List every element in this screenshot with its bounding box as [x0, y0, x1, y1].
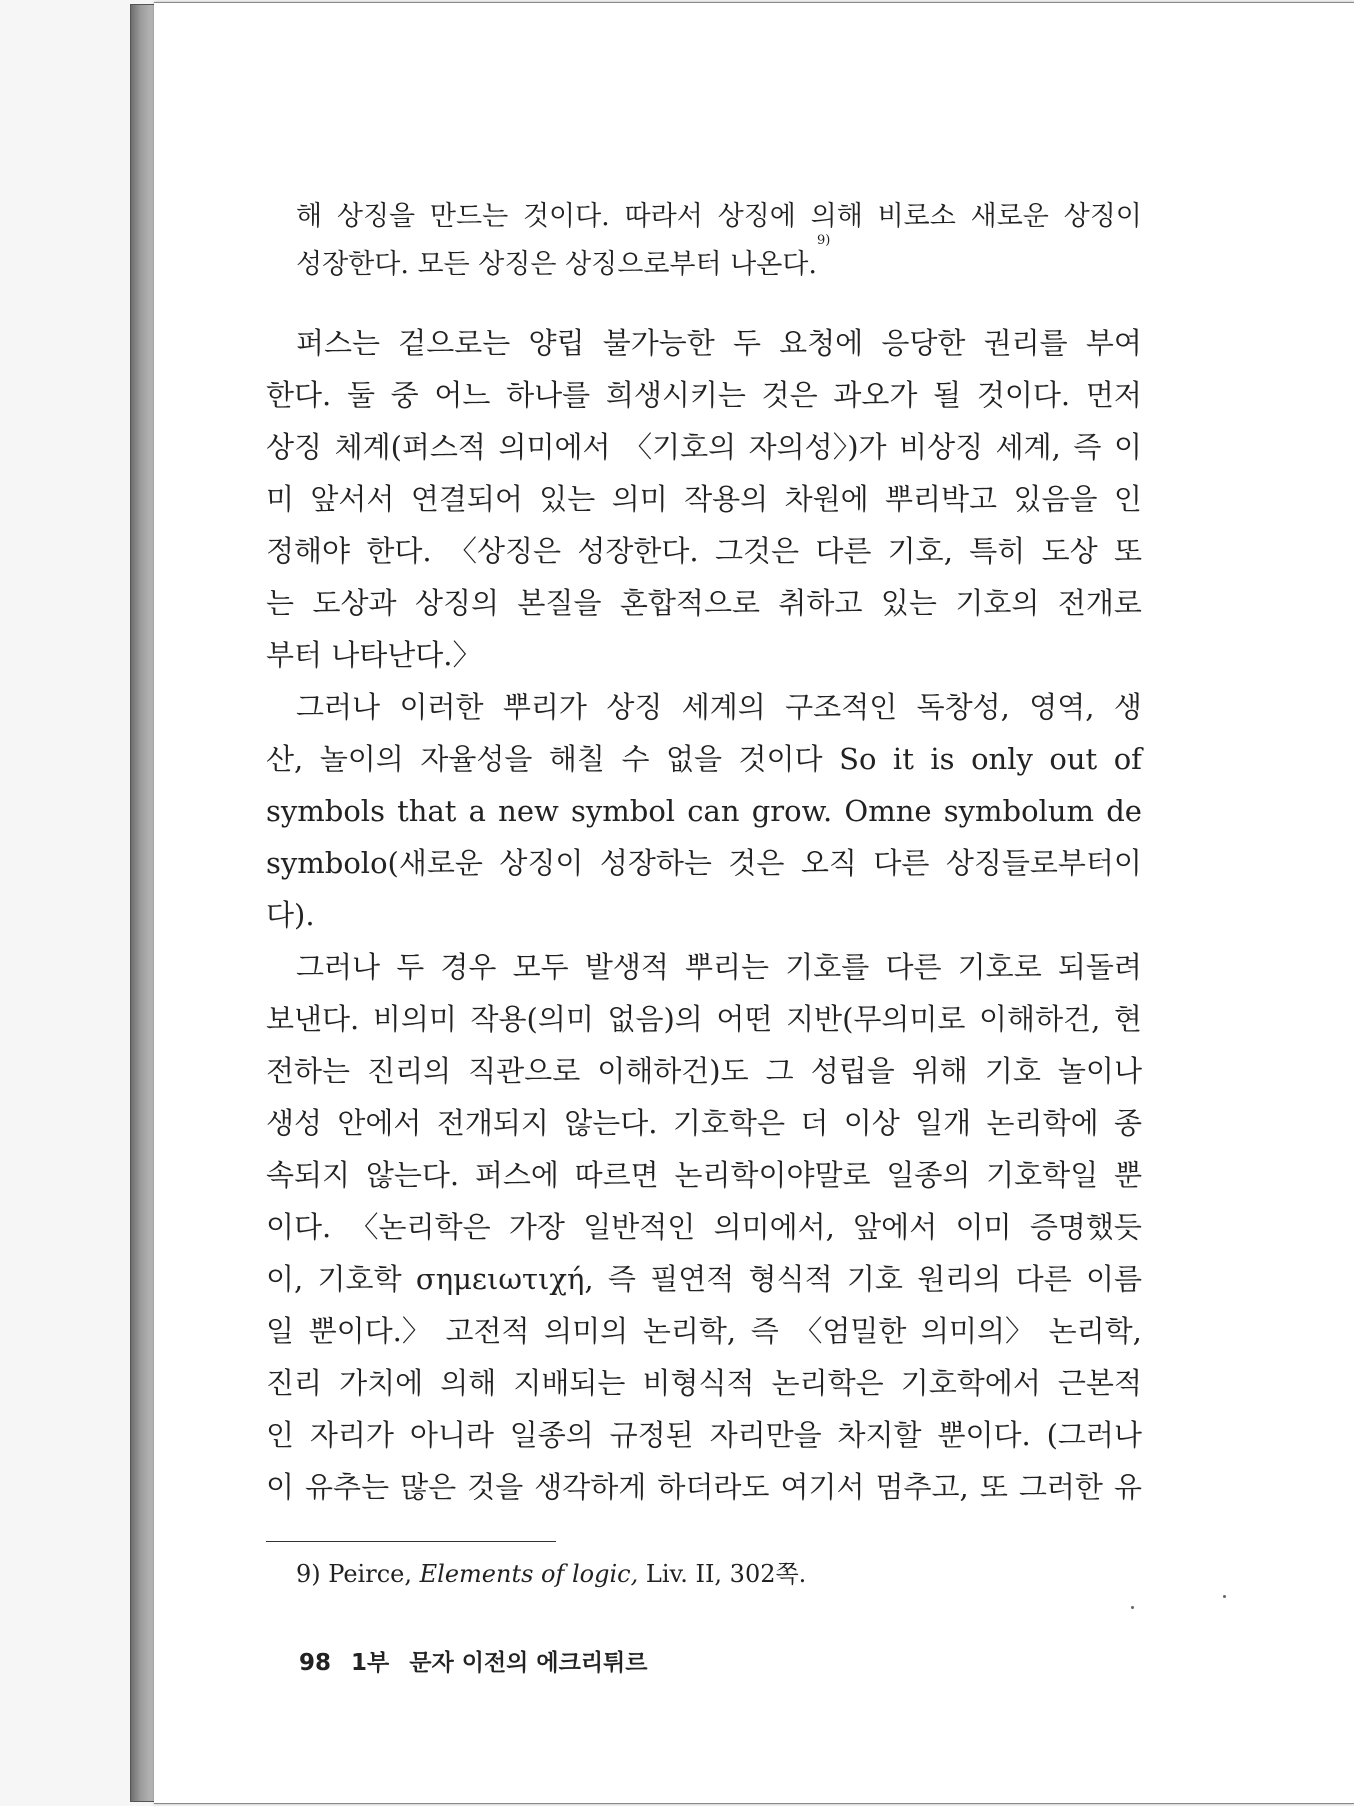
word: 인 [1113, 482, 1142, 516]
word: 고전적 [445, 1314, 530, 1348]
word: 세계, [995, 430, 1061, 464]
body-line [266, 1253, 1142, 1305]
word: 즉 [750, 1314, 779, 1348]
word: symbol [571, 794, 676, 828]
word: 놀이의 [319, 742, 404, 776]
word: 도상과 [312, 586, 397, 620]
word: only [971, 742, 1033, 776]
footnote-divider [266, 1541, 556, 1542]
paragraph-1 [266, 317, 1142, 681]
word: 것이다. [522, 201, 610, 232]
word: 그 [765, 1054, 794, 1088]
part-label: 1부 [351, 1650, 390, 1676]
word: 만드는 [429, 201, 509, 232]
footnote-rest: Liv. II, 302쪽. [645, 1560, 807, 1588]
word: 이 [1113, 430, 1142, 464]
word: 비상징 [899, 430, 984, 464]
word: 지반(무의미로 [786, 1002, 966, 1036]
body-line [266, 317, 1142, 369]
word: 뿐이다.〉 [308, 1314, 431, 1348]
word: 유추는 [305, 1470, 390, 1504]
page-number: 98 [299, 1650, 332, 1676]
body-line [266, 1201, 1142, 1253]
word: symbolo(새로운 [266, 846, 483, 880]
word: 상징을 [336, 201, 416, 232]
word: 뿌리는 [685, 950, 770, 984]
word: 산, [266, 742, 304, 776]
word: 의해 [810, 201, 863, 232]
word: Omne [844, 794, 932, 828]
word: 세계의 [681, 690, 766, 724]
word: 앞에서 [853, 1210, 938, 1244]
word: 앞서서 [310, 482, 395, 516]
word: 더 [800, 1106, 829, 1140]
word: 이해하건)도 [597, 1054, 749, 1088]
word: 상징 [266, 430, 323, 464]
word: 기호학에서 [900, 1366, 1041, 1400]
word: 다른 [873, 846, 930, 880]
word: 미 [266, 482, 295, 516]
word: 않는다. [564, 1106, 658, 1140]
word: 두 [396, 950, 425, 984]
body-line [266, 1045, 1142, 1097]
body-line [266, 1461, 1142, 1513]
word: 유 [1113, 1470, 1142, 1504]
word: symbols [266, 794, 385, 828]
word: 연결되어 [410, 482, 523, 516]
word: (그러나 [1046, 1418, 1142, 1452]
word: 이, [266, 1262, 304, 1296]
word: 있는 [880, 586, 937, 620]
word: 이다. [266, 1210, 332, 1244]
word: 이상 [843, 1106, 900, 1140]
word: 그러나 [296, 950, 381, 984]
word: 이 [266, 1470, 295, 1504]
word: 논리학이야말로 [674, 1158, 871, 1192]
word: 논리학은 [771, 1366, 884, 1400]
word: 중 [390, 378, 419, 412]
word: 해칠 [548, 742, 605, 776]
word: 아니라 [409, 1418, 494, 1452]
word: 될 [933, 378, 962, 412]
word: 취하고 [778, 586, 863, 620]
word: 되돌려 [1057, 950, 1142, 984]
word: 따라서 [624, 201, 703, 232]
body-line [266, 681, 1142, 733]
word: 기호학은 [672, 1106, 785, 1140]
word: 그러한 [1018, 1470, 1103, 1504]
word: 〈상징은 [447, 534, 561, 568]
word: 여기서 [780, 1470, 865, 1504]
word: 뿐 [1113, 1158, 1142, 1192]
word: 상징들로부터이 [945, 846, 1142, 880]
word: 상징 [606, 690, 663, 724]
word: 자율성을 [420, 742, 533, 776]
word: 기호의 [955, 586, 1040, 620]
word: 생 [1113, 690, 1142, 724]
word: 자의성〉)가 [748, 430, 887, 464]
footnote-title: Elements of logic, [419, 1560, 639, 1588]
word: 인 [266, 1418, 295, 1452]
word: 뿌리가 [502, 690, 587, 724]
word: 기호 [846, 1262, 903, 1296]
word: is [930, 742, 955, 776]
word: 퍼스는 [296, 326, 381, 360]
word: 다른 [815, 534, 872, 568]
word: 가장 [508, 1210, 565, 1244]
quote-line [266, 193, 1142, 241]
word: 의미의 [544, 1314, 629, 1348]
word: it [892, 742, 914, 776]
body-line [266, 1357, 1142, 1409]
word: 의미에서 [498, 430, 611, 464]
word: 성립을 [810, 1054, 895, 1088]
word: 하나를 [506, 378, 591, 412]
word: 논리학에 [986, 1106, 1099, 1140]
body-line [266, 785, 1142, 837]
word: 해 [296, 201, 323, 232]
word: 진리의 [367, 1054, 452, 1088]
paragraph-3 [266, 941, 1142, 1513]
word: 요청에 [779, 326, 864, 360]
footnote-author: Peirce, [328, 1560, 412, 1588]
word: 어떤 [716, 1002, 773, 1036]
word: can [687, 794, 740, 828]
part-title: 문자 이전의 에크리튀르 [409, 1650, 648, 1676]
footnote-number: 9) [296, 1560, 321, 1588]
word: 필연적 [650, 1262, 735, 1296]
word: 성장한다. [577, 534, 699, 568]
body-line [266, 1097, 1142, 1149]
word: 이미 [955, 1210, 1012, 1244]
word: 정해야 [266, 534, 351, 568]
word: 안에서 [337, 1106, 422, 1140]
word: 것을 [467, 1470, 524, 1504]
body-line [266, 733, 1142, 785]
word: 진리 [266, 1366, 323, 1400]
word: 생성 [266, 1106, 323, 1140]
word: new [498, 794, 559, 828]
word: 구조적인 [785, 690, 898, 724]
word: 비형식적 [642, 1366, 755, 1400]
word: 기호로 [957, 950, 1042, 984]
word: de [1106, 794, 1142, 828]
word: of [1113, 742, 1142, 776]
word: 뿐이다. [937, 1418, 1031, 1452]
body-line [266, 1149, 1142, 1201]
word: 지배되는 [513, 1366, 626, 1400]
word: 상징이 [1063, 201, 1142, 232]
word: 경우 [440, 950, 497, 984]
word: So [839, 742, 877, 776]
word: 생각하게 [534, 1470, 647, 1504]
body-line [266, 993, 1142, 1045]
book-page [154, 2, 1354, 1804]
body-line [266, 1305, 1142, 1357]
word: 놀이나 [1057, 1054, 1142, 1088]
word: 작용(의미 [470, 1002, 594, 1036]
body-line [266, 941, 1142, 993]
footnote-ref: 9) [816, 233, 831, 248]
word: 발생적 [584, 950, 669, 984]
word: 전개되지 [436, 1106, 549, 1140]
word: 그러나 [296, 690, 381, 724]
word: 퍼스에 [474, 1158, 559, 1192]
word: 체계(퍼스적 [334, 430, 486, 464]
word: 것은 [761, 378, 818, 412]
word: 의미의〉 [920, 1314, 1035, 1348]
word: 두 [732, 326, 761, 360]
word: 보낸다. [266, 1002, 360, 1036]
word: 비의미 [372, 1002, 457, 1036]
word: 따르면 [574, 1158, 659, 1192]
word: 직관으로 [468, 1054, 581, 1088]
word: 응당한 [881, 326, 966, 360]
body-line [266, 525, 1142, 577]
word: 기호 [984, 1054, 1041, 1088]
word: 전개로 [1057, 586, 1142, 620]
word: 오직 [800, 846, 857, 880]
word: 영역, [1029, 690, 1095, 724]
word: 한다. [366, 534, 432, 568]
word: 속되지 [266, 1158, 351, 1192]
word: 논리학, [1048, 1314, 1142, 1348]
word: 혼합적으로 [619, 586, 760, 620]
word: 위해 [911, 1054, 968, 1088]
word: 독창성, [916, 690, 1010, 724]
page-content [266, 193, 1142, 1596]
quote-line-text: 성장한다. 모든 상징은 상징으로부터 나온다. [296, 249, 817, 280]
word: 즉 [607, 1262, 636, 1296]
word: 다른 [885, 950, 942, 984]
word: 둘 [346, 378, 375, 412]
word: 없음)의 [607, 1002, 703, 1036]
word: 차지할 [837, 1418, 922, 1452]
footnote [266, 1552, 1142, 1596]
body-line [266, 473, 1142, 525]
word: 도상 [1041, 534, 1098, 568]
word: 차원에 [784, 482, 869, 516]
word: 일 [266, 1314, 295, 1348]
word: 기호, [887, 534, 953, 568]
word: 희생시키는 [605, 378, 746, 412]
word: 모두 [512, 950, 569, 984]
word: 〈엄밀한 [793, 1314, 907, 1348]
word: 본질을 [517, 586, 602, 620]
word: 또 [1113, 534, 1142, 568]
word: 겉으로는 [398, 326, 511, 360]
word: 멈추고, [875, 1470, 969, 1504]
word: 규정된 [609, 1418, 694, 1452]
word: 뿌리박고 [885, 482, 998, 516]
word: 가치에 [339, 1366, 424, 1400]
word: 전하는 [266, 1054, 351, 1088]
running-footer [299, 1643, 659, 1683]
word: 않는다. [365, 1158, 460, 1192]
word: 논리학, [642, 1314, 737, 1348]
word: 비로소 [877, 201, 956, 232]
word: 것이다. [976, 378, 1071, 412]
block-quote [266, 193, 1142, 289]
word: 것은 [728, 846, 785, 880]
word: 작용의 [684, 482, 769, 516]
word: 기호학 [317, 1262, 402, 1296]
word: 이름 [1085, 1262, 1142, 1296]
word: 또 [979, 1470, 1008, 1504]
body-line [266, 837, 1142, 889]
word: 불가능한 [602, 326, 715, 360]
word: 의미에서, [713, 1210, 835, 1244]
word: 상징의 [414, 586, 499, 620]
word: 한다. [266, 378, 332, 412]
paragraph-2 [266, 681, 1142, 941]
body-line: 부터 나타난다.〉 [266, 638, 482, 672]
word: 이러한 [399, 690, 484, 724]
word: grow. [751, 794, 833, 828]
word: out [1049, 742, 1098, 776]
word: 성장하는 [599, 846, 712, 880]
word: 형식적 [748, 1262, 833, 1296]
word: 그것은 [714, 534, 799, 568]
word: 새로운 [970, 201, 1049, 232]
print-speck [1223, 1595, 1226, 1598]
body-line [266, 577, 1142, 629]
word: 있는 [539, 482, 596, 516]
word: 〈기호의 [623, 430, 737, 464]
word: 먼저 [1085, 378, 1142, 412]
word: 근본적 [1057, 1366, 1142, 1400]
word: symbolum [943, 794, 1094, 828]
word: 있음을 [1013, 482, 1098, 516]
body-line [266, 421, 1142, 473]
word: 양립 [528, 326, 585, 360]
word: 기호학일 [986, 1158, 1099, 1192]
word: 어느 [434, 378, 491, 412]
body-line [266, 1409, 1142, 1461]
book-spine-edge [130, 4, 156, 1802]
word: 많은 [400, 1470, 457, 1504]
word: 하더라도 [657, 1470, 770, 1504]
word: 일종의 [886, 1158, 971, 1192]
word: 과오가 [833, 378, 918, 412]
word: that [397, 794, 457, 828]
word: 의미 [611, 482, 668, 516]
body-line [266, 369, 1142, 421]
word: 자리가 [309, 1418, 394, 1452]
print-speck [1131, 1606, 1134, 1609]
word: 원리의 [917, 1262, 1002, 1296]
word: 상징에 [717, 201, 796, 232]
word: 부여 [1085, 326, 1142, 360]
word: σημειωτιχή, [415, 1262, 594, 1296]
word: 〈논리학은 [349, 1210, 491, 1244]
word: 일종의 [509, 1418, 594, 1452]
word: 것이다 [738, 742, 823, 776]
word: 특히 [969, 534, 1026, 568]
word: 자리만을 [709, 1418, 822, 1452]
word: 일개 [915, 1106, 972, 1140]
body-line: 다). [266, 898, 315, 932]
word: 권리를 [983, 326, 1068, 360]
word: 기호를 [785, 950, 870, 984]
word: 상징이 [499, 846, 584, 880]
word: 종 [1113, 1106, 1142, 1140]
word: 없을 [665, 742, 722, 776]
word: 즉 [1073, 430, 1102, 464]
word: 이해하건, [979, 1002, 1101, 1036]
word: 현 [1113, 1002, 1142, 1036]
word: 일반적인 [583, 1210, 696, 1244]
word: 수 [621, 742, 650, 776]
word: a [468, 794, 486, 828]
word: 다른 [1015, 1262, 1072, 1296]
word: 증명했듯 [1029, 1210, 1142, 1244]
quote-line [266, 233, 1142, 289]
word: 의해 [440, 1366, 497, 1400]
word: 는 [266, 586, 295, 620]
